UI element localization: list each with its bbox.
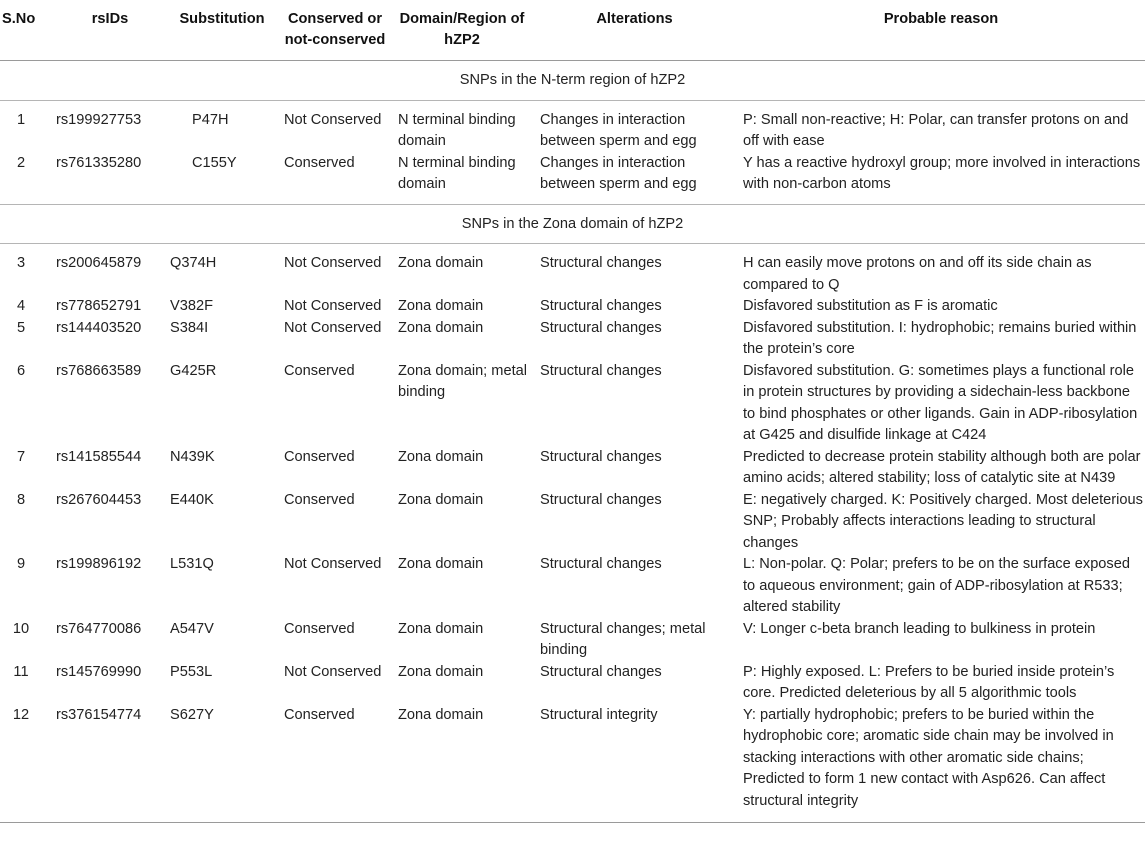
table-row (0, 554, 1145, 619)
cell-reason: L: Non-polar. Q: Polar; prefers to be on the surface exposed to aqueous environment; gain of ADP-ribosylation at R533; altered stability (743, 556, 1130, 615)
cell-conserved: Not Conserved (284, 255, 382, 271)
table-row (0, 153, 1145, 196)
cell-alterations: Structural changes (540, 255, 662, 271)
cell-substitution: S627Y (166, 705, 278, 823)
cell-substitution: V382F (170, 298, 213, 314)
cell-reason: Disfavored substitution. G: sometimes plays a functional role in protein structures by providing a sidechain-less backbone to bind phosphates or other ligands. Gain in ADP-ribosylation at G425 and disulfide linkage at C424 (743, 362, 1138, 443)
cell-reason: E: negatively charged. K: Positively charged. Most deleterious SNP; Probably affects interactions leading to structural changes (743, 491, 1143, 551)
cell-domain: N terminal binding domain (398, 111, 516, 149)
cell-conserved: Conserved (284, 448, 355, 465)
table-row (0, 296, 1145, 318)
section-row-n-term (0, 61, 1145, 101)
table-row (0, 100, 1145, 153)
table-row (0, 447, 1145, 490)
cell-reason: P: Small non-reactive; H: Polar, can transfer protons on and off with ease (743, 111, 1129, 149)
cell-substitution: E440K (170, 491, 214, 508)
cell-conserved: Not Conserved (284, 663, 382, 680)
spacer-cell (0, 196, 1145, 205)
cell-reason: P: Highly exposed. L: Prefers to be buried inside protein’s core. Predicted deleterious by all 5 algorithmic tools (743, 663, 1115, 701)
cell-sno: 6 (16, 362, 26, 379)
cell-conserved: Conserved (278, 705, 392, 823)
cell-domain: Zona domain (398, 298, 484, 314)
cell-rsid: rs768663589 (56, 362, 142, 379)
cell-rsid: rs145769990 (56, 663, 142, 680)
cell-alterations: Structural changes (540, 298, 662, 314)
cell-domain: Zona domain (398, 556, 484, 572)
section-title: SNPs in the Zona domain of hZP2 (0, 204, 1145, 244)
cell-rsid: rs199927753 (56, 111, 142, 128)
section-title: SNPs in the N-term region of hZP2 (0, 61, 1145, 101)
cell-substitution: G425R (170, 362, 217, 379)
cell-reason: Disfavored substitution. I: hydrophobic; remains buried within the protein’s core (743, 319, 1137, 357)
cell-sno: 5 (16, 319, 26, 336)
cell-alterations: Structural changes (540, 319, 662, 336)
cell-rsid: rs764770086 (56, 620, 142, 637)
cell-substitution: C155Y (192, 154, 237, 171)
cell-rsid: rs761335280 (56, 154, 142, 171)
cell-conserved: Not Conserved (284, 298, 382, 314)
cell-alterations: Changes in interaction between sperm and egg (540, 154, 697, 192)
header-alterations: Alterations (532, 0, 737, 61)
cell-sno: 12 (0, 705, 54, 823)
cell-conserved: Conserved (284, 154, 355, 171)
cell-rsid: rs199896192 (56, 556, 142, 572)
table-row (0, 490, 1145, 555)
cell-conserved: Not Conserved (284, 111, 382, 128)
section-row-zona (0, 204, 1145, 244)
cell-conserved: Conserved (284, 362, 355, 379)
cell-sno: 2 (16, 154, 26, 171)
cell-domain: Zona domain; metal binding (398, 362, 527, 400)
header-reason: Probable reason (737, 0, 1145, 61)
cell-reason: Y has a reactive hydroxyl group; more involved in interactions with non-carbon atoms (743, 154, 1141, 192)
header-substitution: Substitution (166, 0, 278, 61)
cell-alterations: Structural changes (540, 362, 662, 379)
spacer-row (0, 196, 1145, 205)
cell-rsid: rs200645879 (56, 255, 142, 271)
cell-substitution: A547V (170, 620, 214, 637)
table-row (0, 318, 1145, 361)
cell-alterations: Structural changes (540, 556, 662, 572)
cell-alterations: Changes in interaction between sperm and egg (540, 111, 697, 149)
cell-sno: 3 (16, 255, 26, 271)
cell-domain: Zona domain (398, 491, 484, 508)
cell-rsid: rs141585544 (56, 448, 142, 465)
cell-reason: H can easily move protons on and off its side chain as compared to Q (743, 255, 1092, 293)
cell-domain: Zona domain (398, 448, 484, 465)
cell-domain: Zona domain (398, 620, 484, 637)
cell-rsid: rs376154774 (54, 705, 166, 823)
cell-conserved: Not Conserved (284, 319, 382, 336)
cell-domain: Zona domain (398, 319, 484, 336)
cell-rsid: rs778652791 (56, 298, 142, 314)
cell-alterations: Structural integrity (532, 705, 737, 823)
table-row (0, 705, 1145, 823)
table-body (0, 61, 1145, 823)
table-row (0, 361, 1145, 447)
cell-conserved: Conserved (284, 620, 355, 637)
cell-sno: 8 (16, 491, 26, 508)
cell-rsid: rs144403520 (56, 319, 142, 336)
header-domain: Domain/Region of hZP2 (392, 0, 532, 61)
cell-domain: Zona domain (392, 705, 532, 823)
header-row (0, 0, 1145, 61)
cell-alterations: Structural changes (540, 491, 662, 508)
table-row (0, 244, 1145, 297)
cell-sno: 9 (16, 556, 26, 572)
cell-reason: V: Longer c-beta branch leading to bulkiness in protein (743, 620, 1096, 637)
cell-reason: Predicted to decrease protein stability although both are polar amino acids; altered stability; loss of catalytic site at N439 (743, 448, 1141, 486)
cell-alterations: Structural changes (540, 663, 662, 680)
cell-substitution: P47H (192, 111, 229, 128)
cell-conserved: Not Conserved (284, 556, 382, 572)
cell-sno: 10 (12, 620, 30, 637)
cell-alterations: Structural changes (540, 448, 662, 465)
header-rsids: rsIDs (54, 0, 166, 61)
cell-domain: Zona domain (398, 663, 484, 680)
table-header (0, 0, 1145, 61)
cell-substitution: S384I (170, 319, 209, 336)
cell-substitution: N439K (170, 448, 215, 465)
cell-sno: 11 (13, 663, 29, 680)
cell-conserved: Conserved (284, 491, 355, 508)
cell-substitution: L531Q (170, 556, 214, 572)
table-row (0, 662, 1145, 705)
cell-sno: 4 (16, 298, 26, 314)
cell-domain: Zona domain (398, 255, 484, 271)
cell-sno: 7 (16, 448, 26, 465)
cell-alterations: Structural changes; metal binding (540, 620, 706, 658)
cell-sno: 1 (16, 111, 26, 128)
header-sno: S.No (0, 0, 54, 61)
header-conserved: Conserved or not-conserved (278, 0, 392, 61)
table-row (0, 619, 1145, 662)
cell-domain: N terminal binding domain (398, 154, 516, 192)
cell-reason: Disfavored substitution as F is aromatic (743, 298, 998, 314)
cell-substitution: Q374H (170, 255, 217, 271)
cell-substitution: P553L (170, 663, 213, 680)
cell-reason: Y: partially hydrophobic; prefers to be buried within the hydrophobic core; aromatic side chain may be involved in stacking interactions with other aromatic side chains; Predicted to form 1 new contact with Asp626. Can affect structural integrity (737, 705, 1145, 823)
cell-rsid: rs267604453 (56, 491, 142, 508)
